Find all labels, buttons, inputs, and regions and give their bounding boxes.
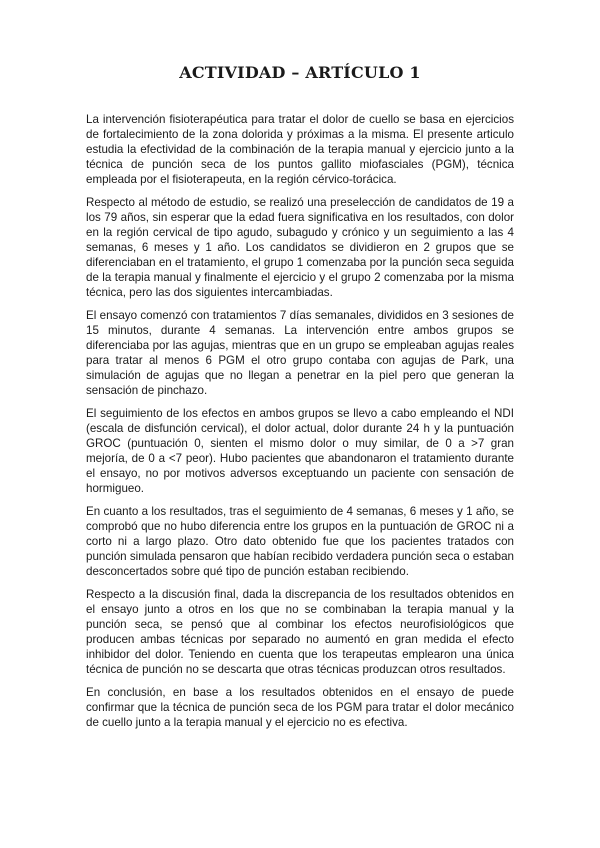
paragraph-discussion: Respecto a la discusión final, dada la discrepancia de los resultados obtenidos en el ensayo junto a otros en los que no se combinaban la terapia manual y la punción seca, se pensó que al combinar los efectos neurofisiológicos que producen ambas técnicas por separado no aumentó en gran medida el efecto inhibidor del dolor. Teniendo en cuenta que los terapeutas emplearon una única técnica de punción no se descarta que otras técnicas produzcan otros resultados. — [86, 588, 514, 676]
paragraph-introduction: La intervención fisioterapéutica para tratar el dolor de cuello se basa en ejercicios de fortalecimiento de la zona dolorida y próximas a la misma. El presente articulo estudia la efectividad de la combinación de la terapia manual y ejercicio junto a la técnica de punción seca de los puntos gallito miofasciales (PGM), técnica empleada por el fisioterapeuta, en la región cérvico-torácica. — [86, 113, 514, 186]
paragraph-follow-up: El seguimiento de los efectos en ambos grupos se llevo a cabo empleando el NDI (escala de disfunción cervical), el dolor actual, dolor durante 24 h y la puntuación GROC (puntuación 0, sienten el mismo dolor o muy similar, de 0 a >7 gran mejoría, de 0 a <7 peor). Hubo pacientes que abandonaron el tratamiento durante el ensayo, no por motivos adversos exceptuando un paciente con sensación de hormigueo. — [86, 407, 514, 495]
document-body — [86, 112, 514, 738]
paragraph-conclusion: En conclusión, en base a los resultados obtenidos en el ensayo de puede confirmar que la técnica de punción seca de los PGM para tratar el dolor mecánico de cuello junto a la terapia manual y el ejercicio no es efectiva. — [86, 686, 514, 729]
paragraph-method: Respecto al método de estudio, se realizó una preselección de candidatos de 19 a los 79 años, sin esperar que la edad fuera significativa en los resultados, con dolor en la región cervical de tipo agudo, subagudo y crónico y un seguimiento a las 4 semanas, 6 meses y 1 año. Los candidatos se dividieron en 2 grupos que se diferenciaban en el tratamiento, el grupo 1 comenzaba por la punción seca seguida de la terapia manual y finalmente el ejercicio y el grupo 2 comenzaba por la misma técnica, pero las dos siguientes intercambiadas. — [86, 196, 514, 299]
page-title: ACTIVIDAD – ARTÍCULO 1 — [179, 63, 421, 82]
paragraph-trial: El ensayo comenzó con tratamientos 7 días semanales, divididos en 3 sesiones de 15 minutos, durante 4 semanas. La intervención entre ambos grupos se diferenciaba por las agujas, mientras que en un grupo se empleaban agujas reales para tratar al menos 6 PGM el otro grupo contaba con agujas de Park, una simulación de agujas que no llegan a penetrar en la piel pero que generan la sensación de pinchazo. — [86, 309, 514, 397]
paragraph-results: En cuanto a los resultados, tras el seguimiento de 4 semanas, 6 meses y 1 año, se comprobó que no hubo diferencia entre los grupos en la puntuación de GROC ni a corto ni a largo plazo. Otro dato obtenido fue que los pacientes tratados con punción simulada pensaron que habían recibido verdadera punción seca o estaban desconcertados sobre qué tipo de punción estaban recibiendo. — [86, 505, 514, 578]
